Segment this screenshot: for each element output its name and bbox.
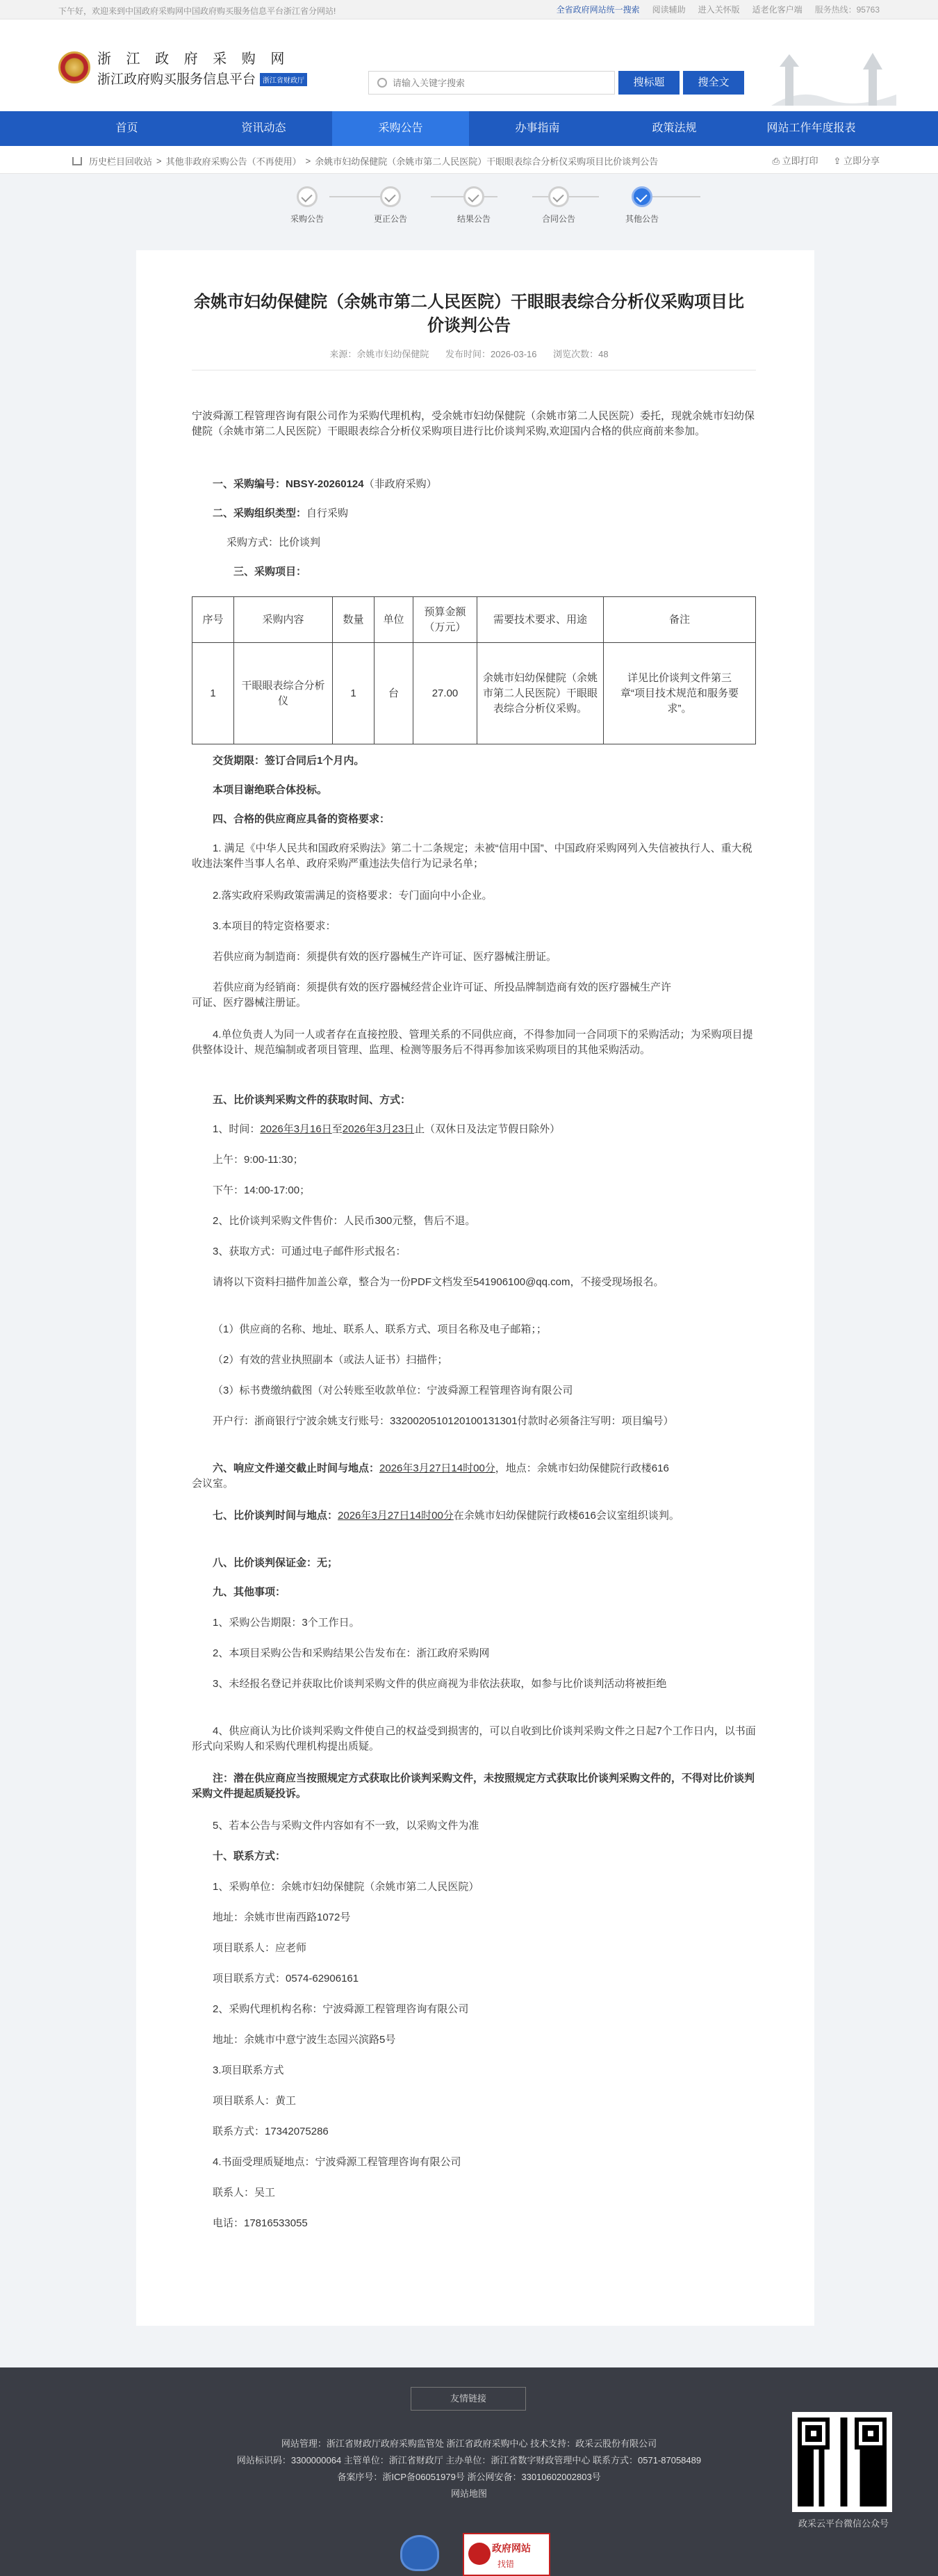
badge-sublabel: 找错	[497, 2559, 515, 2569]
share-icon: ⇪	[833, 156, 844, 166]
table-header: 备注	[604, 597, 756, 643]
bank-info: 开户行：浙商银行宁波余姚支行账号：3320020510120100131301付款时必须备注写明：项目编号）	[213, 1415, 674, 1427]
material-2: （2）有效的营业执照副本（或法人证书）扫描件；	[213, 1354, 448, 1366]
table-cell: 27.00	[413, 643, 477, 744]
section-10: 十、联系方式：	[213, 1850, 286, 1862]
qr-caption: 政采云平台微信公众号	[798, 2518, 889, 2529]
qualification-4: 4.单位负责人为同一人或者存在直接控股、管理关系的不同供应商，不得参加同一合同项下的采购活动；为采购项目提供整体设计、规范编制或者项目管理、监理、检测等服务后不得再参加该采购项目的其他采购活动。	[192, 1029, 753, 1056]
print-icon: ⎙	[772, 156, 782, 166]
obtain-afternoon: 下午：14:00-17:00；	[213, 1184, 311, 1196]
nav-policy[interactable]: 政策法规	[652, 122, 697, 134]
home-icon	[72, 157, 82, 165]
sitemap-link[interactable]: 网站地图	[450, 2488, 487, 2499]
section-7: 七、比价谈判时间与地点：2026年3月27日14时00分在余姚市妇幼保健院行政楼616会议室组织谈判。	[213, 1510, 680, 1522]
service-phone: 服务热线：95763	[814, 5, 880, 15]
table-cell: 1	[333, 643, 375, 744]
wechat-qr-code	[792, 2412, 892, 2529]
section-6: 六、响应文件递交截止时间与地点：2026年3月27日14时00分，地点：余姚市妇幼保健院行政楼616会议室。	[192, 1462, 669, 1490]
table-cell: 余姚市妇幼保健院（余姚市第二人民医院）干眼眼表综合分析仪采购。	[477, 643, 604, 744]
qualification-3a: 若供应商为制造商：须提供有效的医疗器械生产许可证、医疗器械注册证。	[213, 951, 557, 963]
error-report-icon	[468, 2543, 491, 2565]
intro-paragraph: 宁波舜源工程管理咨询有限公司作为采购代理机构，受余姚市妇幼保健院（余姚市第二人民医院）委托，现就余姚市妇幼保健院（余姚市第二人民医院）干眼眼表综合分析仪采购项目进行比价谈判采购,欢迎国内合格的供应商前来参加。	[192, 410, 755, 437]
section-9: 九、其他事项：	[213, 1586, 286, 1598]
table-header: 数量	[333, 597, 375, 643]
search-icon	[377, 78, 387, 88]
site-tag: 浙江省财政厅	[260, 73, 307, 86]
nav-annual-report[interactable]: 网站工作年度报表	[766, 122, 856, 134]
footer-line: 网站标识码：3300000064 主管单位：浙江省财政厅 主办单位：浙江省数字财政管理中心 联系方式：0571-87058489	[236, 2455, 702, 2465]
step-label: 更正公告	[373, 214, 407, 224]
gov-site-error-report-badge[interactable]	[463, 2533, 550, 2576]
table-cell: 台	[375, 643, 413, 744]
other-2: 2、本项目采购公告和采购结果公告发布在：浙江政府采购网	[213, 1647, 490, 1659]
contact-purchaser-address: 地址：余姚市世南西路1072号	[213, 1911, 351, 1923]
step-purchase-notice[interactable]	[279, 186, 335, 225]
no-joint-bid: 本项目谢绝联合体投标。	[213, 784, 328, 796]
elderly-client-link[interactable]: 适老化客户端	[752, 5, 803, 15]
site-header	[0, 19, 938, 111]
qualification-3: 3.本项目的特定资格要求：	[213, 920, 336, 932]
other-3: 3、未经报名登记并获取比价谈判采购文件的供应商视为非依法获取，如参与比价谈判活动将被拒绝	[213, 1678, 667, 1690]
breadcrumb-current: 余姚市妇幼保健院（余姚市第二人民医院）干眼眼表综合分析仪采购项目比价谈判公告	[315, 156, 659, 167]
other-4: 4、供应商认为比价谈判采购文件使自己的权益受到损害的，可以自收到比价谈判采购文件之日起7个工作日内，以书面形式向采购人和采购代理机构提出质疑。	[192, 1725, 756, 1752]
qualification-2: 2.落实政府采购政策需满足的资格要求：专门面向中小企业。	[213, 890, 493, 902]
contact-project-person: 项目联系人：黄工	[213, 2095, 297, 2107]
pagoda-decoration-icon	[771, 39, 896, 106]
section-3: 三、采购项目：	[233, 566, 307, 578]
footer-line: 备案序号：浙ICP备06051979号 浙公网安备：33010602002803号	[337, 2472, 601, 2482]
table-cell: 干眼眼表综合分析仪	[234, 643, 333, 744]
check-icon	[548, 186, 569, 207]
obtain-time: 1、时间：2026年3月16日至2026年3月23日止（双休日及法定节假日除外）	[213, 1123, 561, 1135]
procurement-table	[192, 596, 756, 744]
article-source: 来源：余姚市妇幼保健院	[329, 349, 429, 359]
top-bar	[0, 0, 938, 19]
step-label: 采购公告	[290, 214, 324, 224]
section-8: 八、比价谈判保证金：无；	[213, 1557, 338, 1569]
contact-agency: 2、采购代理机构名称：宁波舜源工程管理咨询有限公司	[213, 2003, 469, 2015]
qualification-1: 1. 满足《中华人民共和国政府采购法》第二十二条规定；未被“信用中国”、中国政府采购网列入失信被执行人、重大税收违法案件当事人名单、政府采购严重违法失信行为记录名单；	[192, 842, 752, 870]
obtain-way: 3、获取方式：可通过电子邮件形式报名：	[213, 1246, 406, 1257]
notice-note: 注：潜在供应商应当按照规定方式获取比价谈判采购文件，未按照规定方式获取比价谈判采购文件的，不得对比价谈判采购文件提起质疑投诉。	[192, 1772, 755, 1800]
check-icon	[632, 186, 652, 207]
search-title-button[interactable]: 搜标题	[618, 71, 680, 95]
article-publish-time: 发布时间：2026-03-16	[445, 349, 537, 359]
table-cell: 1	[192, 643, 234, 744]
site-title-line2: 浙江政府购买服务信息平台	[97, 72, 256, 87]
contact-complaint: 4.书面受理质疑地点：宁波舜源工程管理咨询有限公司	[213, 2156, 461, 2168]
nav-home[interactable]: 首页	[115, 122, 138, 134]
step-correction-notice[interactable]	[363, 186, 418, 225]
care-version-link[interactable]: 进入关怀版	[698, 5, 740, 15]
table-header: 预算金额（万元）	[413, 597, 477, 643]
search-box	[368, 71, 615, 95]
obtain-way-detail: 请将以下资料扫描件加盖公章，整合为一份PDF文档发至541906100@qq.com，不接受现场报名。	[213, 1276, 664, 1288]
search-fulltext-button[interactable]: 搜全文	[683, 71, 744, 95]
table-cell: 详见比价谈判文件第三章“项目技术规范和服务要求”。	[604, 643, 756, 744]
section-2: 二、采购组织类型：自行采购	[213, 507, 349, 519]
print-button[interactable]	[772, 154, 818, 167]
material-1: （1）供应商的名称、地址、联系人、联系方式、项目名称及电子邮箱；；	[213, 1323, 547, 1335]
nav-news[interactable]: 资讯动态	[241, 122, 286, 134]
check-icon	[463, 186, 484, 207]
qualification-3b: 若供应商为经销商：须提供有效的医疗器械经营企业许可证、所投品牌制造商有效的医疗器械生产许可证、医疗器械注册证。	[192, 981, 672, 1009]
article-meta	[0, 347, 938, 360]
step-contract-notice[interactable]	[531, 186, 586, 225]
breadcrumb-separator: >	[156, 156, 162, 166]
friendly-links-button[interactable]: 友情链接	[411, 2387, 526, 2411]
section-1: 一、采购编号：NBSY-20260124（非政府采购）	[213, 478, 437, 490]
procurement-method: 采购方式：比价谈判	[227, 537, 321, 548]
qr-code-icon	[798, 2418, 887, 2506]
obtain-morning: 上午：9:00-11:30；	[213, 1154, 304, 1166]
contact-purchaser: 1、采购单位：余姚市妇幼保健院（余姚市第二人民医院）	[213, 1881, 479, 1893]
table-header: 需要技术要求、用途	[477, 597, 604, 643]
step-other-notice[interactable]	[614, 186, 670, 225]
table-header: 单位	[375, 597, 413, 643]
unified-search-link[interactable]: 全省政府网站统一搜索	[556, 5, 640, 15]
share-label: 立即分享	[843, 156, 880, 166]
table-row	[192, 643, 756, 744]
site-title-line1: 浙 江 政 府 采 购 网	[97, 51, 290, 67]
delivery-period: 交货期限：签订合同后1个月内。	[213, 755, 365, 767]
contact-complaint-person: 联系人：吴工	[213, 2187, 276, 2199]
share-button[interactable]	[833, 154, 880, 167]
breadcrumb-separator: >	[305, 156, 311, 166]
article-views: 浏览次数：48	[553, 349, 609, 359]
check-icon	[380, 186, 401, 207]
breadcrumb-category[interactable]: 其他非政府采购公告（不再使用）	[165, 156, 302, 167]
top-links	[557, 3, 880, 15]
table-header: 序号	[192, 597, 234, 643]
section-5: 五、比价谈判采购文件的获取时间、方式：	[213, 1094, 411, 1106]
document-price: 2、比价谈判采购文件售价：人民币300元整，售后不退。	[213, 1215, 476, 1227]
table-header-row	[192, 597, 756, 643]
step-label: 合同公告	[541, 214, 575, 224]
contact-purchaser-person: 项目联系人：应老师	[213, 1942, 307, 1954]
site-footer	[0, 2367, 938, 2576]
other-5: 5、若本公告与采购文件内容如有不一致，以采购文件为准	[213, 1820, 479, 1832]
other-1: 1、采购公告期限：3个工作日。	[213, 1617, 360, 1629]
contact-agency-address: 地址：余姚市中意宁波生态园兴滨路5号	[213, 2034, 396, 2046]
contact-project: 3.项目联系方式	[213, 2064, 284, 2076]
section-4: 四、合格的供应商应具备的资格要求：	[213, 813, 390, 825]
nav-guide[interactable]: 办事指南	[515, 122, 560, 134]
footer-line: 网站管理：浙江省财政厅政府采购监管处 浙江省政府采购中心 技术支持：政采云股份有限公司	[281, 2438, 657, 2449]
table-header: 采购内容	[234, 597, 333, 643]
site-logo[interactable]	[58, 47, 307, 88]
print-label: 立即打印	[782, 156, 818, 166]
contact-project-phone: 联系方式：17342075286	[213, 2126, 329, 2137]
breadcrumb-home[interactable]: 历史栏目回收站	[89, 156, 153, 167]
contact-purchaser-phone: 项目联系方式：0574-62906161	[213, 1973, 359, 1984]
article-title: 余姚市妇幼保健院（余姚市第二人民医院）干眼眼表综合分析仪采购项目比价谈判公告	[194, 293, 744, 335]
search-input[interactable]	[393, 78, 601, 88]
welcome-text: 下午好，欢迎来到中国政府采购网中国政府购买服务信息平台浙江省分网站!	[58, 6, 336, 16]
reading-assist-link[interactable]: 阅读辅助	[652, 5, 686, 15]
nav-announcements[interactable]: 采购公告	[332, 111, 469, 146]
national-emblem-icon	[58, 51, 90, 83]
step-label: 结果公告	[456, 214, 491, 224]
main-nav	[0, 111, 938, 146]
badge-label: 政府网站	[492, 2543, 531, 2554]
announcement-steps	[0, 174, 938, 250]
step-label: 其他公告	[625, 214, 659, 224]
step-result-notice[interactable]	[446, 186, 502, 225]
check-icon	[297, 186, 318, 207]
material-3: （3）标书费缴纳截图（对公转账至收款单位：宁波舜源工程管理咨询有限公司	[213, 1385, 573, 1396]
party-gov-badge-icon[interactable]	[400, 2535, 439, 2571]
breadcrumb	[0, 146, 938, 174]
contact-complaint-phone: 电话：17816533055	[213, 2217, 308, 2229]
